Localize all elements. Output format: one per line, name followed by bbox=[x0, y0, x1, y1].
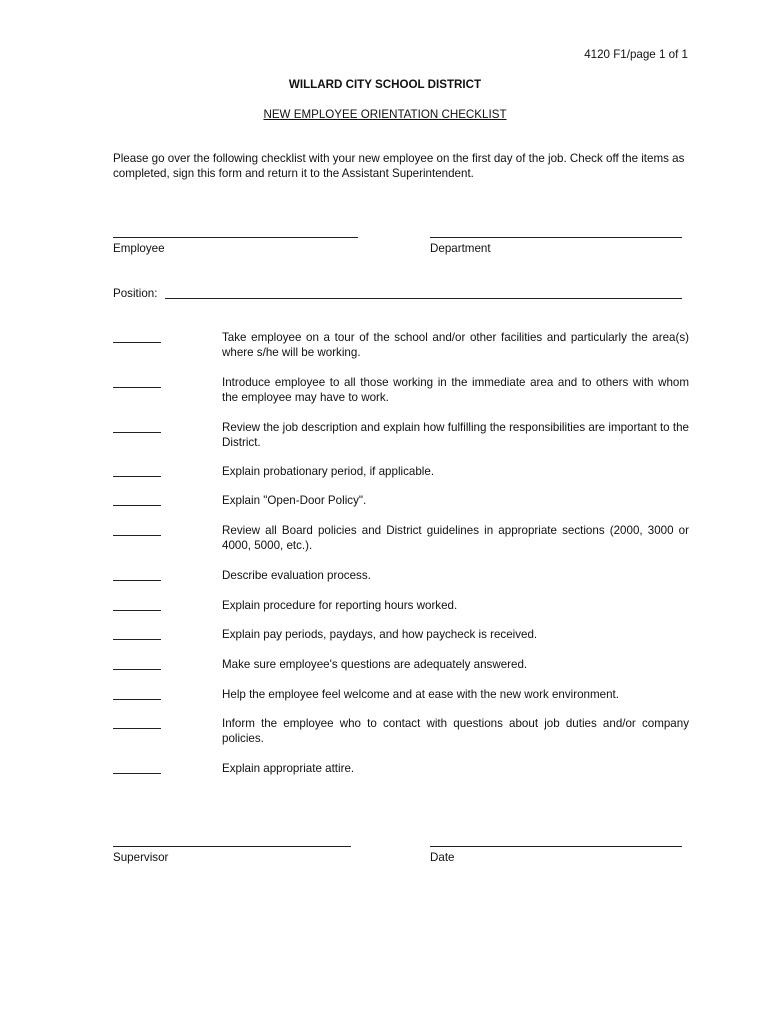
checkoff-blank[interactable] bbox=[113, 639, 161, 640]
checklist-item-text: Explain procedure for reporting hours worked. bbox=[222, 599, 458, 612]
checklist-item-text: Help the employee feel welcome and at ease with the new work environment. bbox=[222, 688, 619, 701]
form-page-number: 4120 F1/page 1 of 1 bbox=[584, 48, 688, 61]
supervisor-signature-line[interactable] bbox=[113, 846, 351, 847]
checklist-item-text: Explain pay periods, paydays, and how paycheck is received. bbox=[222, 628, 538, 641]
checklist-item-text: Explain appropriate attire. bbox=[222, 762, 355, 775]
employee-signature-line[interactable] bbox=[113, 237, 358, 238]
date-line[interactable] bbox=[430, 846, 682, 847]
district-name: WILLARD CITY SCHOOL DISTRICT bbox=[288, 78, 482, 91]
checkoff-blank[interactable] bbox=[113, 580, 161, 581]
checklist-item-text: Take employee on a tour of the school and/or other facilities and particularly the area(s) where s/he will be working. bbox=[222, 331, 689, 359]
employee-label: Employee bbox=[113, 242, 165, 255]
checkoff-blank[interactable] bbox=[113, 505, 161, 506]
date-label: Date bbox=[430, 851, 455, 864]
checkoff-blank[interactable] bbox=[113, 535, 161, 536]
checkoff-blank[interactable] bbox=[113, 476, 161, 477]
checklist-item-text: Introduce employee to all those working in the immediate area and to others with whom the employee may have to work. bbox=[222, 376, 689, 404]
checkoff-blank[interactable] bbox=[113, 610, 161, 611]
checkoff-blank[interactable] bbox=[113, 342, 161, 343]
position-label: Position: bbox=[113, 287, 158, 300]
document-title: NEW EMPLOYEE ORIENTATION CHECKLIST bbox=[263, 108, 507, 121]
supervisor-label: Supervisor bbox=[113, 851, 169, 864]
instructions-paragraph: Please go over the following checklist with your new employee on the first day of the job. Check off the items as completed, sign this form and return it to the Assistant Superintendent. bbox=[113, 152, 685, 180]
checklist-item-text: Describe evaluation process. bbox=[222, 569, 371, 582]
checklist-item-text: Explain probationary period, if applicable. bbox=[222, 465, 435, 478]
checkoff-blank[interactable] bbox=[113, 699, 161, 700]
checklist-item-text: Inform the employee who to contact with questions about job duties and/or company policies. bbox=[222, 717, 689, 745]
checklist-item-text: Review all Board policies and District guidelines in appropriate sections (2000, 3000 or 4000, 5000, etc.). bbox=[222, 524, 689, 552]
department-signature-line[interactable] bbox=[430, 237, 682, 238]
department-label: Department bbox=[430, 242, 491, 255]
checklist-item-text: Make sure employee's questions are adequately answered. bbox=[222, 658, 528, 671]
position-line[interactable] bbox=[165, 298, 682, 299]
checkoff-blank[interactable] bbox=[113, 669, 161, 670]
checklist-item-text: Explain "Open-Door Policy". bbox=[222, 494, 367, 507]
checkoff-blank[interactable] bbox=[113, 773, 161, 774]
checkoff-blank[interactable] bbox=[113, 728, 161, 729]
checkoff-blank[interactable] bbox=[113, 387, 161, 388]
checkoff-blank[interactable] bbox=[113, 432, 161, 433]
checklist-item-text: Review the job description and explain how fulfilling the responsibilities are important to the District. bbox=[222, 421, 689, 449]
